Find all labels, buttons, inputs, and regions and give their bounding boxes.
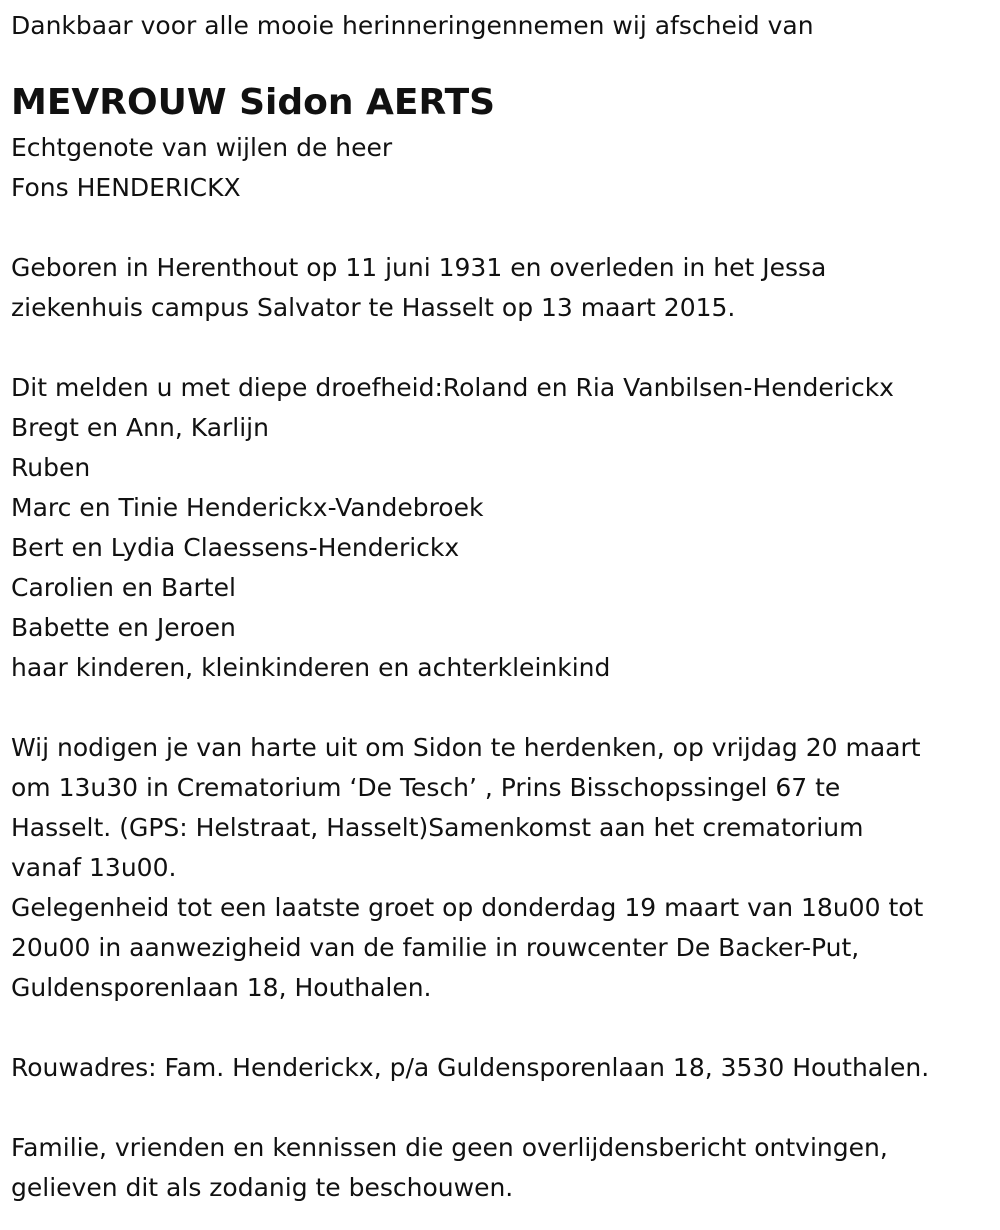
ceremony-line-6: 20u00 in aanwezigheid van de familie in rouwcenter De Backer-Put, [11,933,860,962]
family-line-1: Dit melden u met diepe droefheid:Roland en Ria Vanbilsen-Henderickx [11,373,894,402]
family-line-3: Ruben [11,453,91,482]
closing-line-1: Familie, vrienden en kennissen die geen overlijdensbericht ontvingen, [11,1133,888,1162]
spacer [11,1008,1000,1048]
spacer [11,208,1000,248]
ceremony-line-7: Guldensporenlaan 18, Houthalen. [11,973,432,1002]
family-line-4: Marc en Tinie Henderickx-Vandebroek [11,493,484,522]
spacer [11,1088,1000,1128]
family-line-7: Babette en Jeroen [11,613,236,642]
birth-line-1: Geboren in Herenthout op 11 juni 1931 en overleden in het Jessa [11,253,827,282]
ceremony-line-2: om 13u30 in Crematorium ‘De Tesch’ , Prins Bisschopssingel 67 te [11,773,841,802]
ceremony-line-4: vanaf 13u00. [11,853,177,882]
spacer [11,688,1000,728]
family-line-5: Bert en Lydia Claessens-Henderickx [11,533,460,562]
family-line-2: Bregt en Ann, Karlijn [11,413,269,442]
spouse-line-1: Echtgenote van wijlen de heer [11,133,393,162]
deceased-name: MEVROUW Sidon AERTS [11,82,496,123]
spouse-line-2: Fons HENDERICKX [11,173,241,202]
ceremony-line-3: Hasselt. (GPS: Helstraat, Hasselt)Samenkomst aan het crematorium [11,813,864,842]
closing-line-2: gelieven dit als zodanig te beschouwen. [11,1173,514,1202]
ceremony-line-1: Wij nodigen je van harte uit om Sidon te herdenken, op vrijdag 20 maart [11,733,921,762]
ceremony-line-5: Gelegenheid tot een laatste groet op donderdag 19 maart van 18u00 tot [11,893,924,922]
birth-line-2: ziekenhuis campus Salvator te Hasselt op 13 maart 2015. [11,293,736,322]
family-line-8: haar kinderen, kleinkinderen en achterkleinkind [11,653,611,682]
family-line-6: Carolien en Bartel [11,573,236,602]
spacer [11,328,1000,368]
mourning-address: Rouwadres: Fam. Henderickx, p/a Guldensporenlaan 18, 3530 Houthalen. [11,1053,930,1082]
intro-text: Dankbaar voor alle mooie herinneringennemen wij afscheid van [11,11,814,40]
